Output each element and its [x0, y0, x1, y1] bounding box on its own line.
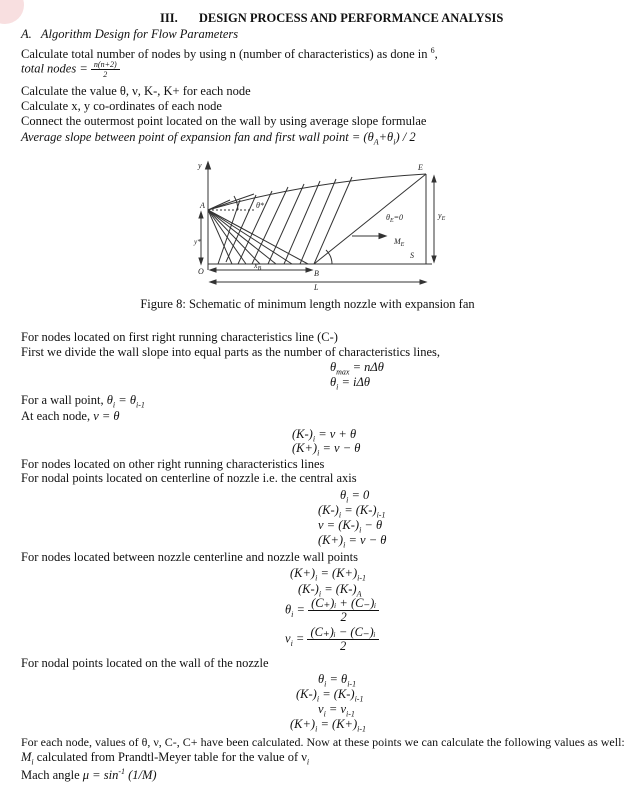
y-axis-arrowhead	[206, 162, 211, 169]
c4-e3-mid: = ν	[325, 702, 347, 716]
para-calc-coords: Calculate x, y co-ordinates of each node	[21, 99, 222, 113]
each-node-line	[21, 409, 120, 423]
c4-intro: For nodal points located on the wall of the nozzle	[21, 656, 269, 670]
label-e: E	[418, 163, 423, 172]
c4-e2-mid: = (K-)	[319, 687, 355, 701]
l-arrow-left	[210, 280, 216, 284]
para-calc-values: Calculate the value θ, ν, K-, K+ for each node	[21, 84, 251, 98]
c4-e1-sub2: i-1	[347, 679, 357, 689]
wall-eq-sub: i	[112, 400, 116, 410]
label-theta-star: θ*	[256, 201, 264, 210]
c3-theta-sub: i	[291, 609, 294, 619]
ystar-arrow-up	[199, 212, 203, 218]
c2-e4-rhs: = ν − θ	[345, 533, 387, 547]
c3-intro: For nodes located between nozzle centerline and nozzle wall points	[21, 550, 359, 564]
c3-e2-sub2: A	[356, 589, 362, 599]
label-xb-sub: B	[257, 266, 262, 272]
watermark-logo	[0, 0, 24, 24]
c4-e2-sub2: i-1	[354, 694, 364, 704]
c2-e4-sub: i	[343, 540, 346, 550]
subsection-title: Algorithm Design for Flow Parameters	[40, 27, 239, 41]
closing-nu-sub: i	[306, 757, 310, 767]
para-connect: Connect the outermost point located on the wall by using average slope formulae	[21, 114, 427, 128]
c3-theta-num: (C₊)ᵢ + (C₋)ᵢ	[308, 597, 379, 611]
c2-e1-rhs: = 0	[348, 488, 370, 502]
c2-e3-lhs: ν = (K-)	[318, 518, 360, 532]
label-ye-symbol: y	[438, 211, 442, 220]
c2-e2-lhs: (K-)	[318, 503, 339, 517]
wall-eq-sub2: i-1	[135, 400, 145, 410]
total-nodes-denominator: 2	[103, 70, 108, 79]
citation-ref: 6	[430, 46, 435, 55]
label-l: L	[314, 283, 319, 292]
avg-slope-sub-i: i	[393, 137, 396, 147]
avg-slope-text: Average slope between point of expansion fan and first wall point = (θ	[21, 130, 374, 144]
c4-e4-mid: = (K+)	[317, 717, 358, 731]
label-xb-symbol: x	[254, 261, 258, 270]
closing-line-2-text: calculated from Prandtl-Meyer table for the value of ν	[33, 750, 307, 764]
label-me	[393, 237, 405, 248]
section-heading	[160, 11, 503, 26]
nozzle-schematic-figure	[196, 158, 456, 293]
avg-slope-tail: ) / 2	[395, 130, 416, 144]
flow-arrowhead	[379, 234, 386, 239]
para-nodes	[21, 44, 438, 61]
wall-eq-rhs: = θ	[115, 393, 136, 407]
c3-e2-mid: = (K-)	[321, 582, 357, 596]
c4-e3-sub2: i-1	[346, 709, 355, 719]
c2-e2-sub: i	[338, 510, 342, 520]
label-o: O	[198, 267, 204, 276]
c3-nu-num: (C₊)ᵢ − (C₋)ᵢ	[307, 626, 378, 640]
para-nodes-end: ,	[434, 47, 438, 62]
c3-e1-sub2: i-1	[357, 573, 367, 583]
label-theta-e-val: =0	[393, 213, 404, 222]
figure-caption: Figure 8: Schematic of minimum length nozzle with expansion fan	[140, 297, 475, 311]
xb-arrow-right	[306, 268, 312, 272]
section-number: III.	[160, 11, 178, 25]
avg-slope-mid: +θ	[378, 130, 394, 144]
c4-e2-sub: i	[316, 694, 320, 704]
c4-e4-sub2: i-1	[357, 724, 367, 734]
label-me-sub: E	[400, 242, 405, 248]
nozzle-wall-contour	[208, 174, 426, 210]
eq-theta-i-sub: i	[336, 382, 339, 392]
eq-c3-theta: $\theta_i$ = $\frac{\text{(C₊)ᵢ + (C₋)ᵢ}}{2}$	[285, 597, 379, 624]
c1-km-rhs: = ν + θ	[315, 427, 357, 441]
label-theta-e-sub: E	[389, 218, 394, 224]
label-y: y	[198, 161, 202, 170]
closing-m: M	[21, 750, 32, 764]
c2-e4-lhs: (K+)	[318, 533, 344, 547]
eq-theta-i-lhs: θ	[330, 375, 337, 389]
l-arrow-right	[420, 280, 426, 284]
total-nodes-fraction	[91, 60, 120, 79]
c1-intro-1: For nodes located on first right running characteristics line (C-)	[21, 330, 338, 344]
c3-nu-fraction	[307, 626, 378, 653]
c3-e1-mid: = (K+)	[317, 566, 358, 580]
eq-c4-4	[290, 717, 366, 737]
c2-e3-rhs: − θ	[361, 518, 383, 532]
label-me-symbol: M	[394, 237, 401, 246]
c1-kp-sub: i	[317, 448, 320, 458]
closing-mach-eq	[83, 768, 157, 782]
c2-intro: For nodes located on other right running characteristics lines	[21, 457, 325, 471]
eq-theta-max-rhs: = nΔθ	[349, 360, 384, 374]
closing-m-sub: i	[31, 757, 34, 767]
closing-mach-mu: μ = sin	[82, 768, 119, 783]
eq-c3-nu: $\nu_i$ = $\frac{\text{(C₊)ᵢ − (C₋)ᵢ}}{2}$	[285, 626, 379, 653]
c4-e2-lhs: (K-)	[296, 687, 317, 701]
ystar-arrow-down	[199, 258, 203, 264]
label-ystar: y*	[194, 238, 201, 246]
eq-theta-max-sub: max	[336, 367, 350, 377]
c4-e4-lhs: (K+)	[290, 717, 316, 731]
wall-eq-lhs: θ	[106, 393, 113, 407]
c4-e3-sub: i	[323, 709, 326, 719]
c2-e2-mid: = (K-)	[341, 503, 377, 517]
label-b: B	[314, 269, 319, 278]
c3-theta-den: 2	[340, 610, 347, 624]
label-theta-e	[386, 213, 403, 224]
c1-km-lhs: (K-)	[292, 427, 313, 441]
c3-e2-lhs: (K-)	[298, 582, 319, 596]
closing-mach-tail: (1/M)	[125, 768, 157, 783]
c1-km-sub: i	[312, 434, 316, 444]
c2-e1-sub: i	[346, 495, 349, 505]
label-s: S	[410, 251, 414, 260]
ye-arrow-up	[432, 176, 436, 182]
c2-centerline-intro: For nodal points located on centerline of nozzle i.e. the central axis	[21, 471, 357, 485]
c4-e1-mid: = θ	[326, 672, 348, 686]
wall-point-eq	[106, 393, 145, 410]
c3-theta-lhs: θ	[285, 602, 292, 617]
c4-e1-lhs: θ	[318, 672, 325, 686]
subsection-heading	[21, 27, 238, 41]
each-node-text: At each node,	[21, 409, 94, 423]
c1-kp-rhs: = ν − θ	[319, 441, 361, 455]
c3-nu-den: 2	[339, 639, 347, 653]
c1-intro-2: First we divide the wall slope into equal parts as the number of characteristics lines,	[21, 345, 440, 359]
section-title: DESIGN PROCESS AND PERFORMANCE ANALYSIS	[198, 11, 504, 25]
each-node-eq: ν = θ	[93, 409, 120, 423]
para-average-slope	[21, 130, 416, 150]
c2-e2-sub2: i-1	[376, 510, 386, 520]
closing-mach-sup: -1	[118, 767, 125, 776]
c1-kp-lhs: (K+)	[292, 441, 318, 455]
reflected-characteristics	[218, 177, 352, 264]
para-nodes-text: Calculate total number of nodes by using n (number of characteristics) as done in	[21, 47, 428, 62]
c3-nu-lhs: ν	[285, 631, 291, 646]
c3-nu-sub: i	[290, 638, 293, 648]
subsection-letter: A.	[21, 27, 32, 41]
closing-line-1: For each node, values of θ, ν, C-, C+ have been calculated. Now at these points we can calculate the following values as well:	[21, 735, 625, 749]
wall-point-text: For a wall point,	[21, 393, 107, 407]
c4-e1-sub: i	[324, 679, 327, 689]
closing-mach-text: Mach angle	[21, 768, 83, 783]
c2-e1-lhs: θ	[340, 488, 347, 502]
total-nodes-label: total nodes =	[21, 61, 88, 76]
c3-e1-lhs: (K+)	[290, 566, 316, 580]
c4-e4-sub: i	[315, 724, 318, 734]
c3-theta-fraction	[308, 597, 379, 624]
c3-e2-sub: i	[318, 589, 322, 599]
label-ye	[437, 211, 446, 222]
avg-slope-sub-a: A	[373, 137, 379, 147]
eq-theta-i-rhs: = iΔθ	[338, 375, 371, 389]
total-nodes-numerator: n(n+2)	[91, 60, 120, 70]
c4-e3-lhs: ν	[318, 702, 324, 716]
eq-theta-max-lhs: θ	[330, 360, 337, 374]
xb-arrow-left	[210, 268, 216, 272]
label-ye-sub: E	[441, 216, 446, 222]
eq-theta-i	[330, 375, 370, 395]
c2-e3-sub: i	[359, 525, 362, 535]
closing-line-3	[21, 765, 157, 782]
label-theta-e-symbol: θ	[386, 213, 390, 222]
ye-arrow-down	[432, 256, 436, 262]
c3-e1-sub: i	[315, 573, 318, 583]
label-a: A	[200, 201, 205, 210]
total-nodes-formula	[21, 60, 120, 79]
